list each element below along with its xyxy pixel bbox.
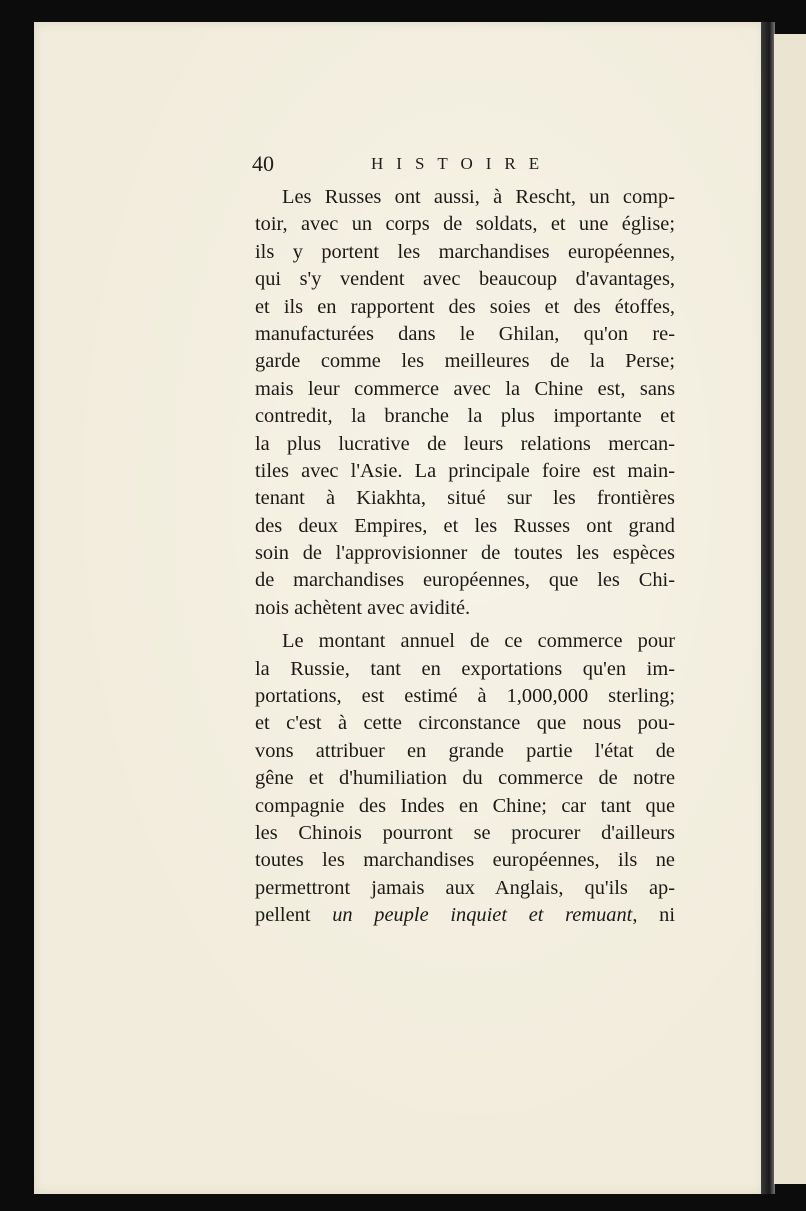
- text-line: contredit, la branche la plus importante et: [255, 405, 675, 428]
- text-line: tiles avec l'Asie. La principale foire est main-: [255, 459, 675, 482]
- text-line: garde comme les meilleures de la Perse;: [255, 350, 675, 373]
- text-run: pellent: [255, 904, 333, 927]
- page-header: [252, 150, 672, 178]
- text-run: , ni: [632, 904, 675, 927]
- text-line: soin de l'approvisionner de toutes les espèces: [255, 542, 675, 565]
- text-line: tenant à Kiakhta, situé sur les frontières: [255, 487, 675, 510]
- text-line: vons attribuer en grande partie l'état de: [255, 739, 675, 762]
- page-number: 40: [252, 151, 274, 176]
- text-line: des deux Empires, et les Russes ont grand: [255, 514, 675, 537]
- text-line: ils y portent les marchandises européennes,: [255, 240, 675, 263]
- text-line: compagnie des Indes en Chine; car tant que: [255, 794, 675, 817]
- text-line: Les Russes ont aussi, à Rescht, un comp-: [282, 186, 675, 208]
- text-line: la Russie, tant en exportations qu'en im-: [255, 657, 675, 680]
- text-line: toutes les marchandises européennes, ils ne: [255, 849, 675, 872]
- text-line: de marchandises européennes, que les Chi-: [255, 569, 675, 592]
- text-line: et c'est à cette circonstance que nous pou-: [255, 712, 675, 735]
- text-line: mais leur commerce avec la Chine est, sans: [255, 377, 675, 400]
- book-gutter: [761, 22, 775, 1194]
- text-line: toir, avec un corps de soldats, et une église;: [255, 213, 675, 236]
- text-line: gêne et d'humiliation du commerce de notre: [255, 767, 675, 790]
- italic-phrase: un peuple inquiet et remuant: [332, 904, 633, 927]
- text-line: nois achètent avec avidité.: [255, 596, 471, 619]
- paragraph: [255, 628, 675, 929]
- text-line: [255, 902, 675, 929]
- body-text: [255, 184, 675, 930]
- text-line: manufacturées dans le Ghilan, qu'on re-: [255, 322, 675, 345]
- text-line: la plus lucrative de leurs relations mercan-: [255, 432, 675, 455]
- paragraph: [255, 184, 675, 622]
- text-line: Le montant annuel de ce commerce pour: [282, 630, 675, 653]
- text-line: les Chinois pourront se procurer d'ailleurs: [255, 821, 675, 844]
- text-line: portations, est estimé à 1,000,000 sterling;: [255, 685, 675, 708]
- text-line: permettront jamais aux Anglais, qu'ils ap-: [255, 876, 675, 899]
- facing-page-edge: [774, 34, 806, 1184]
- text-line: qui s'y vendent avec beaucoup d'avantages,: [255, 268, 675, 291]
- text-line: et ils en rapportent des soies et des étoffes,: [255, 295, 675, 318]
- running-title: HISTOIRE: [371, 154, 553, 173]
